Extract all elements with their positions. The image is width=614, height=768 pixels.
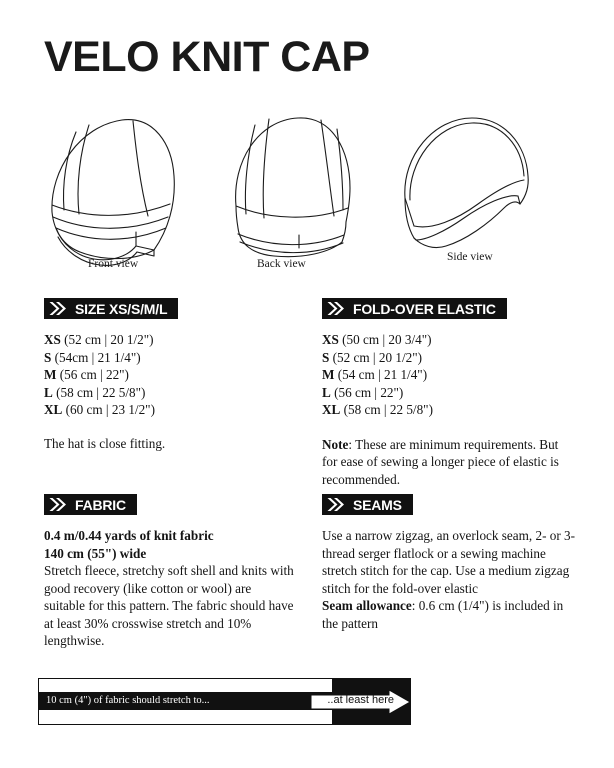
size-fit-note: The hat is close fitting. [44, 435, 166, 451]
size-measure: (54 cm | 21 1/4") [337, 367, 428, 382]
size-measure: (56 cm | 22") [59, 367, 129, 382]
fabric-section-title: FABRIC [75, 496, 126, 513]
list-item [322, 384, 577, 402]
back-view-illustration [222, 104, 372, 274]
front-view-label: Front view [88, 258, 139, 270]
elastic-note-label: Note [322, 436, 349, 452]
front-view-illustration [36, 104, 206, 274]
size-list [44, 331, 294, 419]
seams-body: Use a narrow zigzag, an overlock seam, 2- or 3-thread serger flatlock or a sewing machine stretch stitch for the cap. Use a medium zigzag stitch for the fold-over elastic [322, 528, 576, 596]
size-section-title: SIZE XS/S/M/L [75, 300, 168, 317]
chevron-right-icon [48, 497, 68, 512]
size-measure: (52 cm | 20 1/2") [64, 332, 154, 347]
size-label: XL [322, 402, 341, 417]
back-view-label: Back view [257, 258, 306, 270]
list-item [322, 366, 577, 384]
list-item [44, 349, 294, 367]
chevron-right-icon [326, 497, 346, 512]
seams-section [322, 494, 577, 632]
size-label: XS [44, 332, 61, 347]
size-section-header [44, 298, 178, 319]
seams-section-header [322, 494, 413, 515]
knit-cap-side-view-drawing [392, 104, 562, 274]
size-measure: (56 cm | 22") [334, 384, 404, 400]
chevron-right-icon [48, 301, 68, 316]
list-item [322, 401, 577, 419]
size-label: XL [44, 402, 63, 417]
stretch-gauge [38, 678, 411, 725]
size-label: S [322, 349, 330, 365]
size-label: L [44, 384, 53, 400]
seam-allowance-body: : 0.6 cm (1/4") is included in the pattern [322, 598, 564, 631]
list-item [44, 331, 294, 349]
elastic-section-title: FOLD-OVER ELASTIC [353, 300, 496, 317]
size-measure: (58 cm | 22 5/8") [343, 402, 433, 417]
elastic-list [322, 331, 577, 419]
seam-allowance-label: Seam allowance [322, 598, 412, 613]
side-view-label: Side view [447, 251, 493, 263]
stretch-gauge-bar-text: 10 cm (4") of fabric should stretch to... [46, 694, 210, 706]
fabric-section [44, 494, 294, 650]
size-measure: (58 cm | 22 5/8") [56, 384, 146, 400]
seams-section-title: SEAMS [353, 496, 402, 513]
list-item [44, 366, 294, 384]
stretch-gauge-bar [39, 692, 334, 710]
list-item [322, 349, 577, 367]
list-item [44, 401, 294, 419]
fabric-body: Stretch fleece, stretchy soft shell and knits with good recovery (like cotton or wool) are suitable for this pattern. The fabric should have at least 30% crosswise stretch and 10% lengthwise. [44, 563, 294, 648]
seam-allowance [322, 597, 577, 632]
elastic-section-header [322, 298, 507, 319]
illustration-row [0, 104, 614, 274]
elastic-note-body: : These are minimum requirements. But for ease of sewing a longer piece of elastic is recommended. [322, 436, 559, 487]
size-measure: (60 cm | 23 1/2") [65, 402, 155, 417]
page-title: VELO KNIT CAP [44, 33, 370, 81]
fabric-width: 140 cm (55") wide [44, 545, 147, 561]
knit-cap-front-view-drawing [36, 104, 206, 274]
size-measure: (50 cm | 20 3/4") [342, 332, 432, 347]
size-label: M [322, 367, 335, 382]
stretch-gauge-arrow-text: ..at least here [327, 694, 394, 706]
elastic-note [322, 436, 577, 489]
size-label: M [44, 367, 57, 382]
knit-cap-back-view-drawing [222, 104, 372, 274]
size-section [44, 298, 294, 452]
size-measure: (52 cm | 20 1/2") [332, 349, 422, 365]
size-label: XS [322, 332, 339, 347]
chevron-right-icon [326, 301, 346, 316]
fabric-yardage: 0.4 m/0.44 yards of knit fabric [44, 528, 214, 543]
fold-over-elastic-section [322, 298, 577, 488]
side-view-illustration [392, 104, 562, 274]
list-item [322, 331, 577, 349]
fabric-spec-lines [44, 527, 294, 562]
list-item [44, 384, 294, 402]
size-label: L [322, 384, 331, 400]
fabric-section-header [44, 494, 137, 515]
size-measure: (54cm | 21 1/4") [54, 349, 141, 365]
size-label: S [44, 349, 52, 365]
